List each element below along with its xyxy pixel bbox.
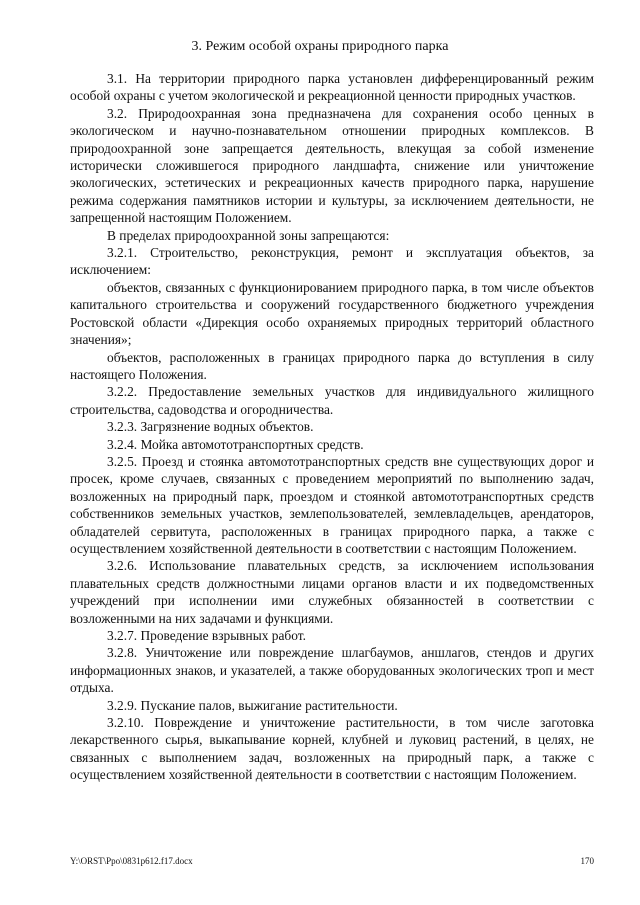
paragraph-3-2-2: 3.2.2. Предоставление земельных участков для индивидуального жилищного строительства, садоводства и огородничества. bbox=[70, 384, 594, 417]
paragraph-3-2: 3.2. Природоохранная зона предназначена для сохранения особо ценных в экологическом и научно-познавательном отношении природных комплексов. В природоохранной зоне запрещается деятельность, влекущая за собой изменение исторически сложившегося природного ландшафта, снижение или уничтожение экологических, эстетических и рекреационных качеств природного парка, нарушение режима содержания памятников истории и культуры, за исключением деятельности, не запрещенной настоящим Положением. bbox=[70, 105, 594, 226]
paragraph-3-2-7: 3.2.7. Проведение взрывных работ. bbox=[107, 628, 306, 643]
paragraph-3-2-3: 3.2.3. Загрязнение водных объектов. bbox=[107, 419, 314, 435]
paragraph-3-2-6: 3.2.6. Использование плавательных средств, за исключением использования плавательных средств должностными лицами органов власти и их подведомственных учреждений при исполнении ими служебных обязанностей в соответствии с возложенными на них задачами и функциями. bbox=[70, 558, 594, 626]
paragraph-exception-existing-objects: объектов, расположенных в границах природного парка до вступления в силу настоящего Положения. bbox=[70, 349, 594, 382]
paragraph-exception-park-objects: объектов, связанных с функционированием природного парка, в том числе объектов капитального строительства и сооружений государственного бюджетного учреждения Ростовской области «Дирекция особо охраняемых природных территорий областного значения»; bbox=[70, 279, 594, 348]
paragraph-3-2-8: 3.2.8. Уничтожение или повреждение шлагбаумов, аншлагов, стендов и других информационных знаков, и указателей, а также оборудованных экологических троп и мест отдыха. bbox=[70, 645, 594, 696]
section-heading: 3. Режим особой охраны природного парка bbox=[191, 39, 449, 54]
paragraph-prohibitions-intro: В пределах природоохранной зоны запрещаются: bbox=[107, 227, 390, 243]
paragraph-3-2-4: 3.2.4. Мойка автомототранспортных средств. bbox=[107, 436, 364, 452]
paragraph-3-2-5: 3.2.5. Проезд и стоянка автомототранспортных средств вне существующих дорог и просек, кроме случаев, связанных с проведением мероприятий по выполнению задач, возложенных на природный парк, проездом и стоянкой автомототранспортных средств собственников земельных участков, землепользователей, землевладельцев, арендаторов, обладателей сервитута, расположенных в границах природного парка, а также с осуществлением хозяйственной деятельности в соответствии с настоящим Положением. bbox=[70, 453, 594, 556]
paragraph-3-1: 3.1. На территории природного парка установлен дифференцированный режим особой охраны с учетом экологической и рекреационной ценности природных участков. bbox=[70, 71, 594, 104]
paragraph-3-2-9: 3.2.9. Пускание палов, выжигание растительности. bbox=[107, 697, 398, 713]
footer-file-path: Y:\ORST\Ppo\0831p612.f17.docx bbox=[70, 856, 193, 866]
document-body bbox=[70, 70, 594, 784]
footer-page-number: 170 bbox=[580, 856, 594, 866]
paragraph-3-2-1: 3.2.1. Строительство, реконструкция, ремонт и эксплуатация объектов, за исключением: bbox=[70, 245, 594, 278]
paragraph-3-2-10: 3.2.10. Повреждение и уничтожение растительности, в том числе заготовка лекарственного сырья, выкапывание корней, клубней и луковиц растений, в целях, не связанных с выполнением задач, возложенных на природный парк, а также с осуществлением хозяйственной деятельности в соответствии с настоящим Положением. bbox=[70, 715, 594, 783]
